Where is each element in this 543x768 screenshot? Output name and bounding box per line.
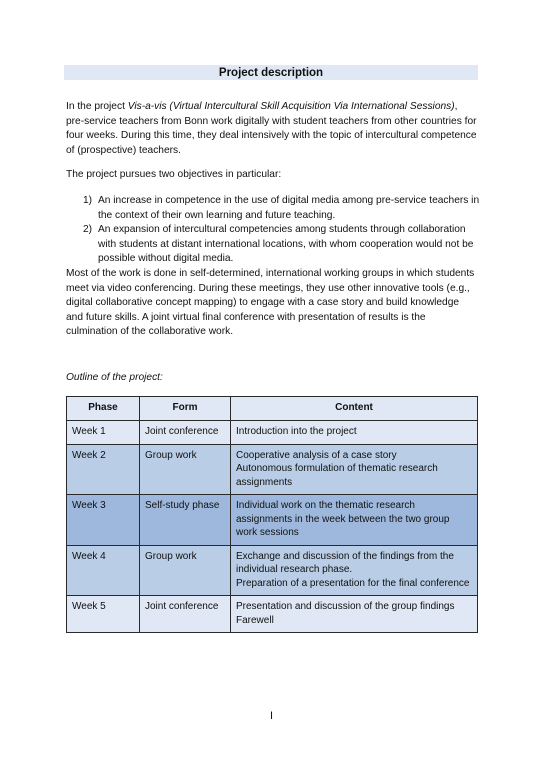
- content-line: Presentation and discussion of the group findings: [236, 601, 455, 612]
- cell-form: Group work: [140, 444, 231, 495]
- cell-form: Group work: [140, 545, 231, 596]
- cell-phase: Week 3: [67, 495, 140, 546]
- objective-number: 1): [82, 195, 92, 206]
- cell-form: Joint conference: [140, 421, 231, 445]
- table-row: [67, 545, 478, 596]
- cell-content: [231, 596, 478, 633]
- cell-phase: Week 4: [67, 545, 140, 596]
- objectives-list: [66, 194, 480, 267]
- intro-suffix: , pre-service teachers from Bonn work digitally with student teachers from other countries for four weeks. During this time, they deal intensively with the topic of intercultural competence of (prospective) teachers.: [66, 101, 477, 156]
- objective-number: 2): [82, 224, 92, 236]
- content-line: Individual work on the thematic research assignments in the week between the two group work sessions: [236, 500, 450, 538]
- cell-phase: Week 5: [67, 596, 140, 633]
- objective-text: An increase in competence in the use of digital media among pre-service teachers in the context of their own learning and future teaching.: [98, 195, 480, 221]
- content-line: Introduction into the project: [236, 426, 357, 437]
- table-row: [67, 421, 478, 445]
- work-paragraph: Most of the work is done in self-determined, international working groups in which students meet via video conferencing. During these meetings, they use other innovative tools (e.g., digital collaborative concept mapping) to engage with a case story and build knowledge and future skills. A joint virtual final conference with presentation of results is the culmination of the collaborative work.: [66, 268, 475, 338]
- intro-prefix: In the project: [66, 101, 128, 112]
- content-line: Preparation of a presentation for the final conference: [236, 577, 470, 589]
- header-form: Form: [140, 397, 231, 421]
- outline-label: Outline of the project:: [66, 372, 163, 383]
- outline-table: [66, 396, 478, 633]
- header-phase: Phase: [67, 397, 140, 421]
- objectives-intro: The project pursues two objectives in particular:: [66, 169, 282, 180]
- content-line: Exchange and discussion of the findings from the individual research phase.: [236, 550, 454, 575]
- table-row: [67, 596, 478, 633]
- objective-text: An expansion of intercultural competencies among students through collaboration with students at distant international locations, with whom cooperation would not be possible without digital media.: [98, 224, 474, 265]
- cell-content: [231, 421, 478, 445]
- cell-content: [231, 545, 478, 596]
- cell-content: [231, 495, 478, 546]
- table-row: [67, 495, 478, 546]
- content-line: Cooperative analysis of a case story: [236, 449, 397, 461]
- objective-item: [66, 194, 480, 223]
- intro-paragraph: [66, 100, 478, 158]
- section-heading-bar: [64, 65, 478, 80]
- cell-phase: Week 1: [67, 421, 140, 445]
- section-title: Project description: [218, 66, 324, 79]
- project-name: Vis-a-vis (Virtual Intercultural Skill Acquisition Via International Sessions): [127, 101, 455, 112]
- page-number: I: [269, 710, 274, 722]
- cell-form: Joint conference: [140, 596, 231, 633]
- cell-form: Self-study phase: [140, 495, 231, 546]
- content-line: Farewell: [236, 614, 274, 626]
- objective-item: [66, 223, 480, 267]
- header-content: Content: [231, 397, 478, 421]
- table-header-row: [67, 397, 478, 421]
- cell-content: [231, 444, 478, 495]
- cell-phase: Week 2: [67, 444, 140, 495]
- table-row: [67, 444, 478, 495]
- content-line: Autonomous formulation of thematic research assignments: [236, 463, 438, 488]
